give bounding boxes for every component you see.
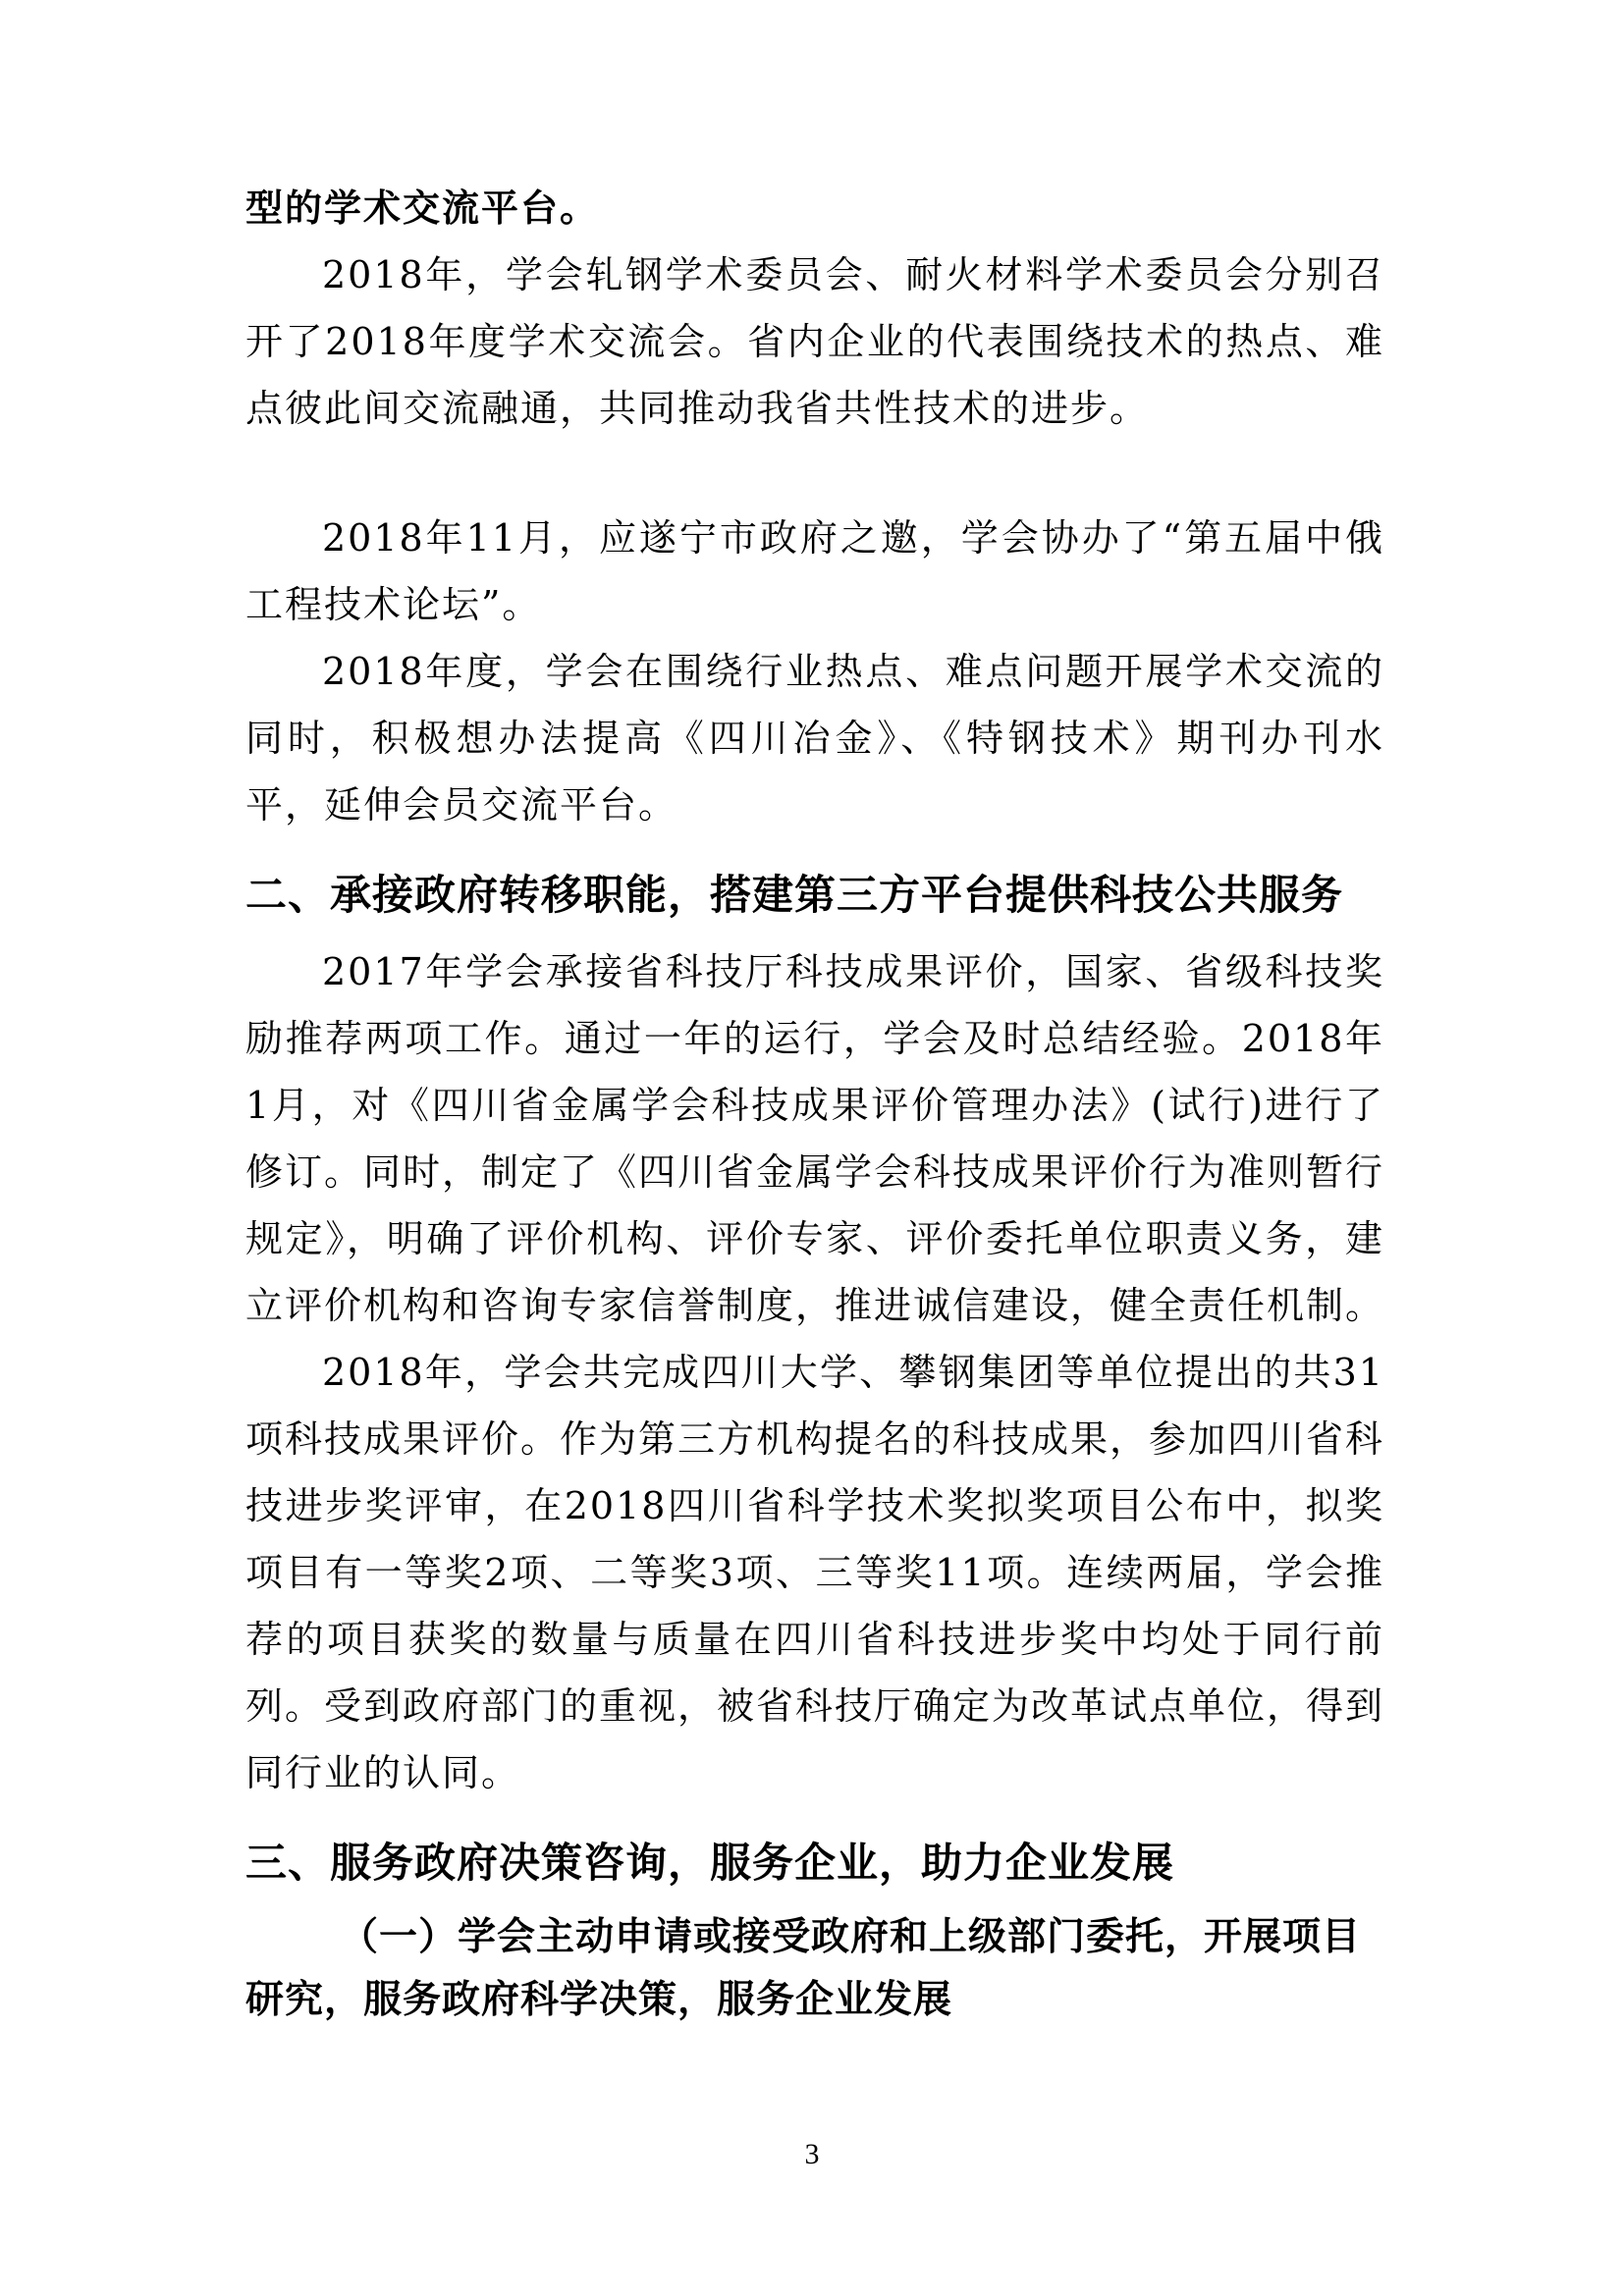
paragraph-rolling-refractory-conference: 2018年，学会轧钢学术委员会、耐火材料学术委员会分别召开了2018年度学术交流会。省内企业的代表围绕技术的热点、难点彼此间交流融通，共同推动我省共性技术的进步。 <box>245 253 1384 430</box>
section-heading-3: 三、服务政府决策咨询，服务企业，助力企业发展 <box>245 1839 1175 1887</box>
paragraph-evaluation-work: 2017年学会承接省科技厅科技成果评价，国家、省级科技奖励推荐两项工作。通过一年的运行，学会及时总结经验。2018年1月，对《四川省金属学会科技成果评价管理办法》(试行)进行了修订。同时，制定了《四川省金属学会科技成果评价行为准则暂行规定》，明确了评价机构、评价专家、评价委托单位职责义务，建立评价机构和咨询专家信誉制度，推进诚信建设，健全责任机制。 <box>245 950 1385 1327</box>
paragraph-journal-quality: 2018年度，学会在围绕行业热点、难点问题开展学术交流的同时，积极想办法提高《四川冶金》、《特钢技术》期刊办刊水平，延伸会员交流平台。 <box>245 650 1384 827</box>
subsection-heading-3-1: （一）学会主动申请或接受政府和上级部门委托，开展项目研究，服务政府科学决策，服务企业发展 <box>245 1915 1362 2022</box>
paragraph-evaluation-results: 2018年，学会共完成四川大学、攀钢集团等单位提出的共31项科技成果评价。作为第三方机构提名的科技成果，参加四川省科技进步奖评审，在2018四川省科学技术奖拟奖项目公布中，拟奖项目有一等奖2项、二等奖3项、三等奖11项。连续两届，学会推荐的项目获奖的数量与质量在四川省科技进步奖中均处于同行前列。受到政府部门的重视，被省科技厅确定为改革试点单位，得到同行业的认同。 <box>245 1351 1385 1794</box>
intro-line: 型的学术交流平台。 <box>245 187 600 230</box>
page-content <box>245 175 1384 2032</box>
paragraph-suining-forum: 2018年11月，应遂宁市政府之邀，学会协办了“第五届中俄工程技术论坛”。 <box>245 516 1384 626</box>
section-heading-2: 二、承接政府转移职能，搭建第三方平台提供科技公共服务 <box>245 871 1344 919</box>
page-number: 3 <box>804 2138 820 2170</box>
